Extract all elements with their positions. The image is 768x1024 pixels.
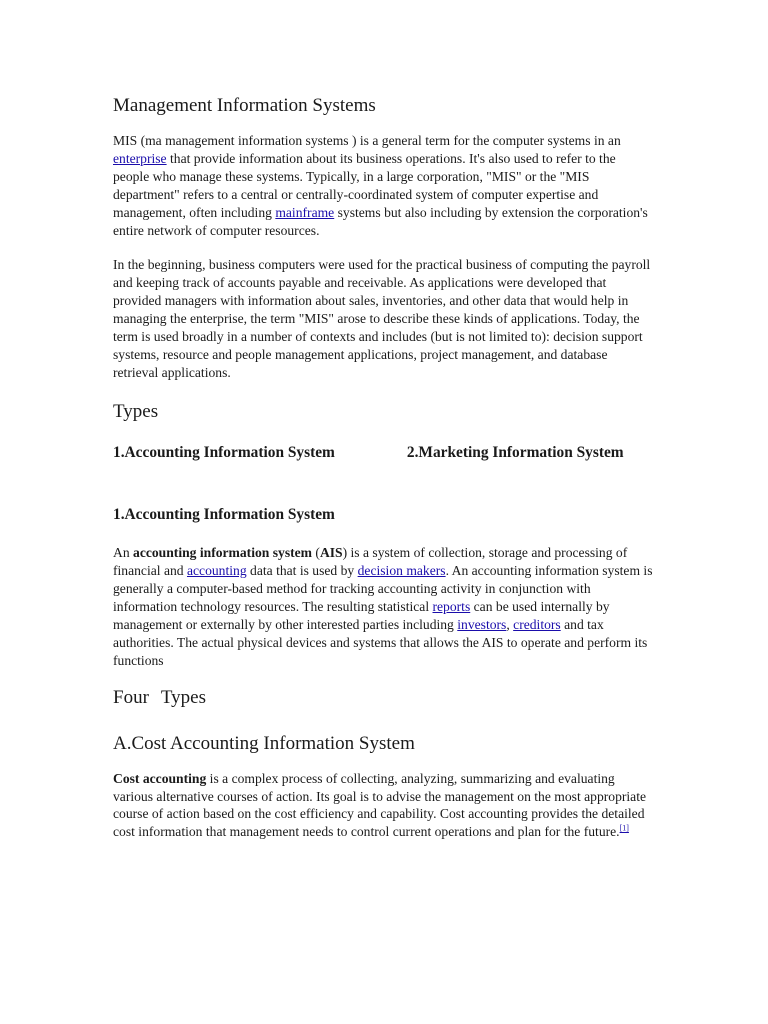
intro-text-2: that provide information about its business operations. It's also used to refer to the people who manage these systems. Typically, in a large corporation, "MIS" or the "MIS department" refers to a central or centrally-coordinated system of computer expertise and management, often including [113,150,616,220]
footnote-link[interactable]: [1] [619,823,629,833]
four-types-word-1: Four [113,686,149,708]
four-types-heading [113,686,653,710]
reports-link[interactable]: reports [432,599,471,614]
ais-bold-abbr: AIS [319,545,343,561]
mainframe-link[interactable]: mainframe [275,204,335,220]
enterprise-link[interactable]: enterprise [113,150,167,166]
ais-bold-term: accounting information system [133,545,312,561]
ais-text-8: and tax authorities. The actual physical devices and systems that allows the AIS to operate and perform its functions [113,616,648,668]
accounting-link[interactable]: accounting [186,563,247,579]
types-item-accounting: 1.Accounting Information System [113,443,335,461]
cost-text-1: is a complex process of collecting, analyzing, summarizing and evaluating various alternative courses of action. Its goal is to advise the management on the most appropriate course of action based on the cost efficiency and capability. Cost accounting provides the detailed cost information that management needs to control current operations and plan for the future. [113,770,647,840]
cost-accounting-paragraph [113,770,653,842]
ais-text-2: ( [312,545,320,561]
creditors-link[interactable]: creditors [513,616,561,632]
ais-text-1: An [113,545,134,561]
ais-text-3: ) is a system of collection, storage and processing of financial and [113,545,628,579]
types-list [113,443,653,464]
investors-link[interactable]: investors [457,616,507,632]
intro-text-3: systems but also including by extension the corporation's entire network of computer resources. [113,204,648,238]
page-title: Management Information Systems [113,95,376,116]
ais-text-5: . An accounting information system is generally a computer-based method for tracking accounting activity in conjunction with information technology resources. The resulting statistical [113,563,653,614]
decision-makers-link[interactable]: decision makers [357,563,446,579]
ais-heading: 1.Accounting Information System [113,506,335,524]
types-item-marketing: 2.Marketing Information System [406,443,624,461]
types-heading: Types [113,400,159,422]
ais-paragraph [113,544,653,669]
history-paragraph: In the beginning, business computers were used for the practical business of computing the payroll and keeping track of accounts payable and receivable. As applications were developed that provided managers with information about sales, inventories, and other data that would help in managing the enterprise, the term "MIS" arose to describe these kinds of applications. Today, the term is used broadly in a number of contexts and includes (but is not limited to): decision support systems, resource and people management applications, project management, and database retrieval applications. [113,257,651,380]
ais-text-4: data that is used by [246,563,358,579]
intro-text-1: MIS (ma management information systems ) is a general term for the computer systems in an [113,133,621,148]
cost-accounting-heading: A.Cost Accounting Information System [113,732,415,754]
footnote-ref [620,824,629,833]
ais-text-6: can be used internally by management or externally by other interested parties including [113,599,610,632]
cost-bold-term: Cost accounting [113,770,207,786]
four-types-word-2: Types [160,686,207,708]
intro-paragraph [113,132,653,239]
ais-text-7: , [506,616,514,632]
document-page [113,94,653,841]
